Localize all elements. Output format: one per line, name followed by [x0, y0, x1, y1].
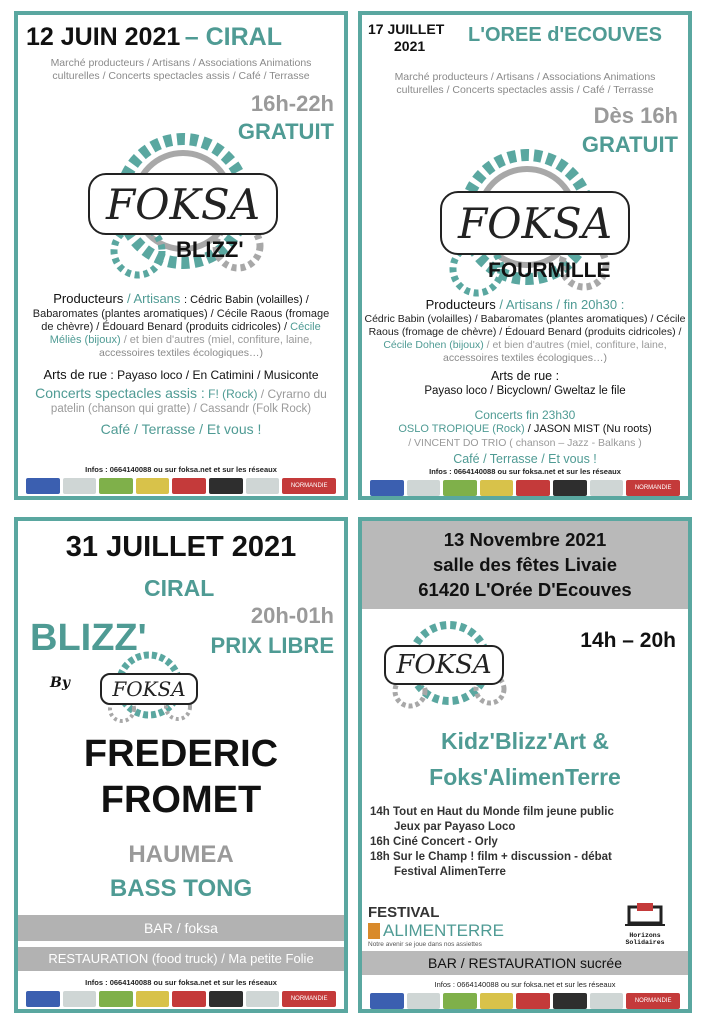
normandie-logo: NORMANDIE	[626, 480, 680, 496]
producers-teal: Cécile Dohen (bijoux)	[383, 339, 484, 351]
food-banner: RESTAURATION (food truck) / Ma petite Folie	[18, 947, 344, 971]
subtitle-line: culturelles / Concerts spectacles assis / Café / Terrasse	[396, 83, 654, 96]
partner-logo-icon	[63, 478, 97, 494]
separator: /	[123, 291, 134, 306]
headliner-line: FREDERIC	[83, 733, 279, 775]
infos-line: Infos : 0664140088 ou sur foksa.net et sur les réseaux	[85, 465, 277, 474]
producers-line: Babaromates (plantes aromatiques) / Cécile Raous (fromage	[32, 308, 330, 320]
partner-logo-icon	[516, 480, 550, 496]
partner-logo-icon	[590, 480, 624, 496]
date-line: 17 JUILLET	[368, 21, 445, 37]
event-title	[362, 723, 688, 795]
event-price: GRATUIT	[237, 119, 334, 144]
partner-logo-icon	[99, 478, 133, 494]
event-subtitle	[22, 57, 340, 82]
producers-line: de chèvre) / Édouard Benard (produits cidricoles) /	[41, 321, 288, 333]
partner-logos	[370, 477, 680, 499]
event-header	[362, 521, 688, 609]
partner-logo-icon	[443, 480, 477, 496]
partner-logo-icon	[553, 480, 587, 496]
arts-block	[366, 369, 684, 399]
partner-logo-icon	[246, 478, 280, 494]
partner-logo-icon	[443, 993, 477, 1009]
partner-logo-icon	[590, 993, 624, 1009]
event-place: CIRAL	[144, 575, 215, 601]
normandie-logo: NORMANDIE	[282, 991, 336, 1007]
producers-line: accessoires textiles écologiques…)	[443, 352, 607, 364]
event-subtitle	[366, 71, 684, 96]
partner-logo-icon	[99, 991, 133, 1007]
program-item: 18h Sur le Champ ! film + discussion - débat	[370, 851, 612, 863]
festival-line: ALIMENTERRE	[383, 921, 504, 940]
event-date: 12 JUIN 2021	[26, 23, 181, 51]
concerts-text: / Cyrarno du	[257, 387, 327, 401]
producers-block	[364, 297, 686, 365]
arts-text: : Payaso loco / En Catimini / Musiconte	[107, 368, 319, 382]
arts-label: Arts de rue :	[490, 369, 560, 383]
event-name: FOURMILLE	[488, 259, 611, 282]
program-list	[370, 805, 684, 880]
event-hours: Dès 16h	[593, 103, 678, 128]
partner-logo-icon	[480, 480, 514, 496]
partner-logo-icon	[172, 478, 206, 494]
arts-line	[22, 367, 340, 382]
infos-line: Infos : 0664140088 ou sur foksa.net et sur les réseaux	[429, 467, 621, 476]
headliner	[18, 731, 344, 823]
header-line: 13 Novembre 2021	[443, 529, 607, 550]
partner-name: Horizons Solidaires	[625, 932, 665, 946]
event-hours: 16h-22h	[250, 91, 334, 116]
partner-logo-icon	[516, 993, 550, 1009]
concerts-label: Concerts spectacles assis :	[35, 385, 205, 401]
foksa-logo: FOKSA	[384, 645, 504, 685]
event-title-line: Kidz'Blizz'Art &	[440, 728, 610, 754]
partner-logo-icon	[480, 993, 514, 1009]
concerts-block	[22, 385, 340, 417]
headliner-line: FROMET	[100, 779, 262, 821]
by-label: By	[50, 675, 70, 691]
subtitle-line: Marché producteurs / Artisans / Associations Animations	[50, 57, 312, 69]
partner-logo-icon	[136, 991, 170, 1007]
producers-line: Cédric Babin (volailles) / Babaromates (plantes aromatiques) / Cécile	[364, 313, 686, 325]
header-line: 61420 L'Orée D'Ecouves	[418, 579, 632, 600]
bar-banner: BAR / RESTAURATION sucrée	[362, 951, 688, 975]
producers-label: Producteurs	[425, 297, 496, 312]
program-item: 14h Tout en Haut du Monde film jeune public	[370, 806, 614, 818]
event-place: L'OREE d'ECOUVES	[468, 24, 662, 46]
horizons-emblem-icon	[625, 901, 665, 927]
separator: /	[495, 297, 506, 312]
partner-logo-icon	[172, 991, 206, 1007]
arts-text: Payaso loco / Bicyclown/ Gweltaz le file	[424, 385, 626, 397]
arts-label: Arts de rue	[43, 367, 108, 382]
event-date	[368, 21, 444, 55]
poster-november	[358, 517, 692, 1013]
partner-logo-icon	[26, 478, 60, 494]
program-item: Festival AlimenTerre	[394, 866, 506, 878]
producers-line: / et bien d'autres (miel, confiture, laine,	[483, 339, 667, 351]
producers-teal: Méliès (bijoux)	[49, 334, 121, 346]
program-item: 16h Ciné Concert - Orly	[370, 836, 498, 848]
artist-haumea: HAUMEA	[128, 841, 234, 868]
closing-line: Café / Terrasse / Et vous !	[453, 452, 597, 466]
infos-line: Infos : 0664140088 ou sur foksa.net et sur les réseaux	[434, 980, 616, 989]
producers-line: Raous (fromage de chèvre) / Édouard Benard (produits cidricoles) /	[368, 326, 682, 338]
partner-logo-icon	[136, 478, 170, 494]
event-price: GRATUIT	[581, 132, 678, 157]
producers-line: accessoires textiles écologiques…)	[99, 347, 263, 359]
producers-teal: Cécile	[290, 321, 321, 333]
event-hours: 14h – 20h	[580, 629, 676, 652]
event-place: – CIRAL	[184, 23, 282, 51]
artisans-label: Artisans	[133, 291, 181, 306]
festival-line: FESTIVAL	[368, 904, 440, 921]
partner-logo-icon	[246, 991, 280, 1007]
producers-line: / et bien d'autres (miel, confiture, laine,	[120, 334, 313, 346]
partner-logo-icon	[63, 991, 97, 1007]
concerts-block	[364, 408, 686, 450]
partner-logo-icon	[407, 993, 441, 1009]
partner-logo-icon	[370, 993, 404, 1009]
normandie-logo: NORMANDIE	[282, 478, 336, 494]
event-title-line: Foks'AlimenTerre	[429, 764, 621, 790]
closing-line: Café / Terrasse / Et vous !	[100, 421, 262, 437]
partner-logo-icon	[407, 480, 441, 496]
event-date: 31 JUILLET 2021	[65, 531, 297, 563]
header-line: salle des fêtes Livaie	[432, 554, 618, 575]
date-line: 2021	[394, 38, 426, 54]
event-price: PRIX LIBRE	[210, 633, 334, 658]
concerts-text: patelin (chanson qui gratte) / Cassandr (Folk Rock)	[50, 403, 312, 415]
event-name: BLIZZ'	[176, 237, 244, 262]
partner-logo-icon	[553, 993, 587, 1009]
concerts-text: OSLO TROPIQUE (Rock)	[398, 423, 525, 435]
concerts-label: Concerts fin 23h30	[474, 408, 576, 422]
partner-logos	[370, 990, 680, 1012]
bar-banner: BAR / foksa	[18, 915, 344, 941]
infos-line: Infos : 0664140088 ou sur foksa.net et sur les réseaux	[85, 978, 277, 987]
subtitle-line: Marché producteurs / Artisans / Associations Animations	[394, 71, 656, 83]
foksa-logo: FOKSA	[100, 673, 198, 705]
concerts-text: F! (Rock)	[204, 387, 258, 401]
producers-line: : Cédric Babin (volailles) /	[184, 294, 309, 306]
normandie-logo: NORMANDIE	[626, 993, 680, 1009]
partner-logos	[26, 475, 336, 497]
artisans-label: Artisans / fin 20h30 :	[505, 297, 625, 312]
subtitle-line: culturelles / Concerts spectacles assis / Café / Terrasse	[52, 69, 310, 82]
producers-block	[22, 291, 340, 360]
festival-leaf-icon	[368, 923, 380, 939]
horizons-solidaires-logo	[612, 901, 678, 946]
concerts-text: / VINCENT DO TRIO ( chanson – Jazz - Balkans )	[408, 437, 642, 449]
partner-logo-icon	[209, 991, 243, 1007]
foksa-logo: FOKSA	[88, 173, 278, 235]
partner-logos	[26, 988, 336, 1010]
artist-bass-tong: BASS TONG	[109, 875, 253, 902]
poster-header	[26, 23, 346, 52]
foksa-logo: FOKSA	[440, 191, 630, 255]
festival-tagline: Notre avenir se joue dans nos assiettes	[368, 941, 482, 948]
poster-july-17	[358, 11, 692, 500]
concerts-text: / JASON MIST (Nu roots)	[524, 423, 652, 435]
partner-logo-icon	[370, 480, 404, 496]
poster-june	[14, 11, 348, 500]
festival-alimenterre-logo	[368, 904, 528, 948]
partner-logo-icon	[26, 991, 60, 1007]
poster-july-31	[14, 517, 348, 1013]
program-item: Jeux par Payaso Loco	[394, 821, 516, 833]
partner-logo-icon	[209, 478, 243, 494]
producers-label: Producteurs	[53, 291, 124, 306]
event-hours: 20h-01h	[250, 603, 334, 628]
event-name: BLIZZ'	[30, 617, 147, 659]
